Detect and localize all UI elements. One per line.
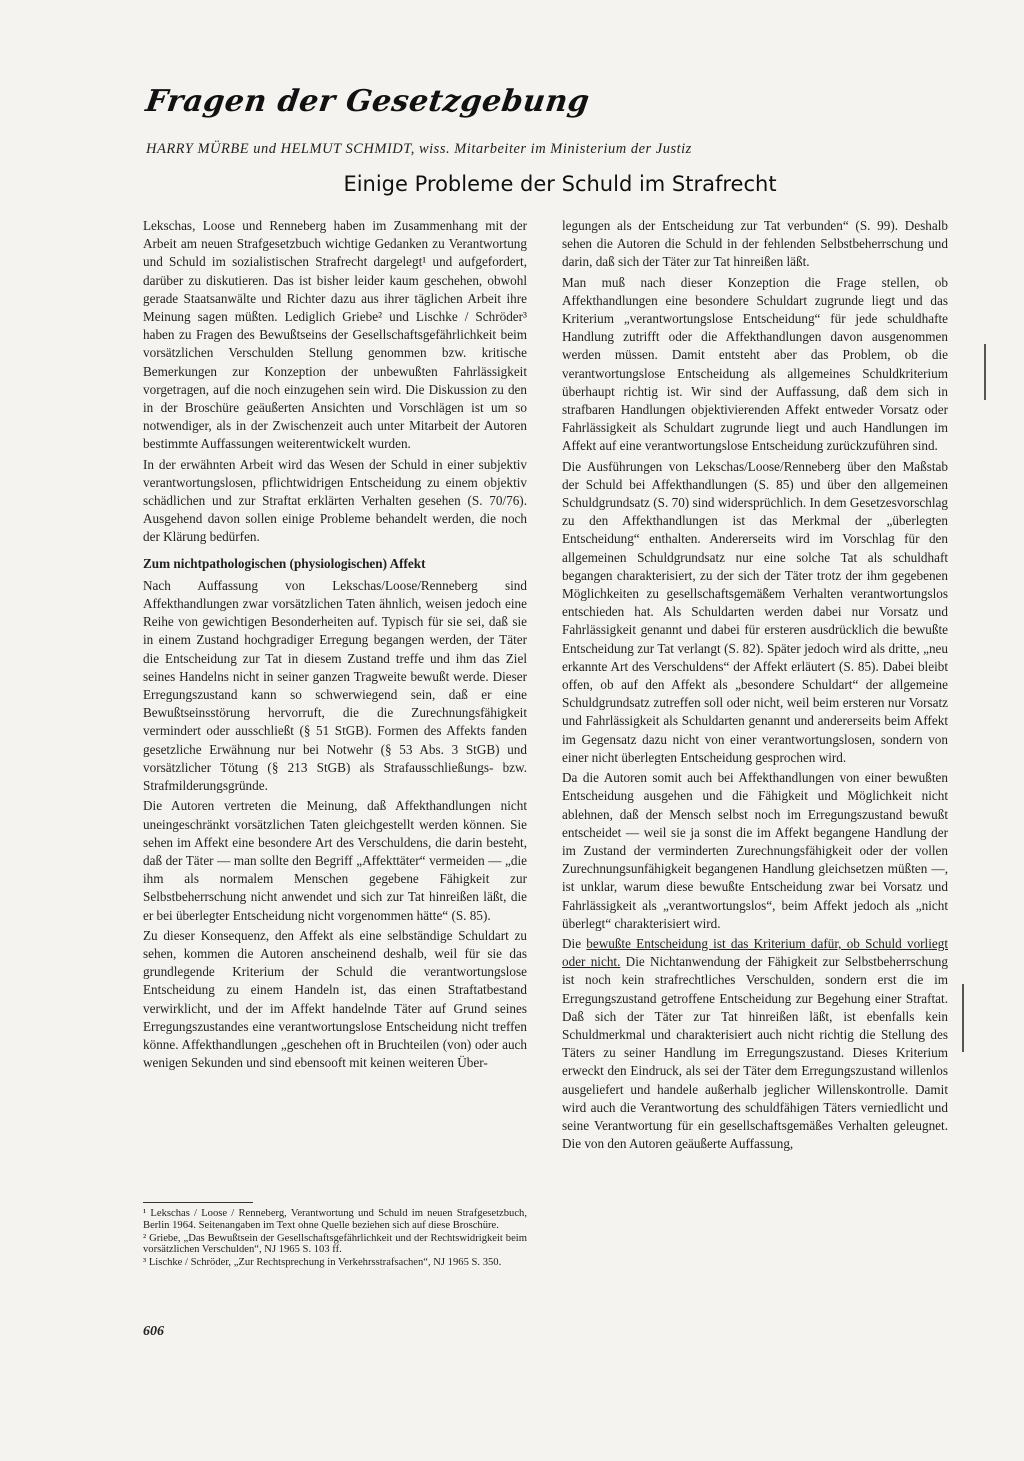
footnote: ² Griebe, „Das Bewußtsein der Gesellschaftsgefährlichkeit und der Rechtswidrigkeit beim vorsätzlichen Verschulden“, NJ 1965 S. 103 ff. — [143, 1232, 527, 1256]
paragraph: Die Autoren vertreten die Meinung, daß Affekthandlungen nicht uneingeschränkt vorsätzlichen Taten gleichgestellt werden können. Sie sehen im Affekt eine besondere Art des Verschuldens, die darin besteht, daß der Täter — man sollte den Begriff „Affekttäter“ vermeiden — „die ihm als normalem Menschen gegebene Fähigkeit zur Selbstbeherrschung nicht anwendet und sich zur Tat hinreißen läßt, die er bei überlegter Entscheidung nicht vorgenommen hätte“ (S. 85). — [143, 798, 527, 923]
margin-annotation-mark — [984, 344, 986, 400]
footnote: ³ Lischke / Schröder, „Zur Rechtsprechung in Verkehrsstrafsachen“, NJ 1965 S. 350. — [143, 1257, 502, 1269]
paragraph: legungen als der Entscheidung zur Tat verbunden“ (S. 99). Deshalb sehen die Autoren die Schuld in der fehlenden Selbstbeherrschung und darin, daß sich der Täter zur Tat hinreißen läßt. — [562, 218, 948, 270]
paragraph-rest: Die Nichtanwendung der Fähigkeit zur Selbstbeherrschung ist noch kein strafrechtliches Verschulden, sondern erst die im Erregungszustand getroffene Entscheidung zur Begehung einer Straftat. Daß sich der Täter zur Tat hinreißen läßt, ist ebenfalls kein Schuldmerkmal und charakterisiert auch nicht richtig die Stellung des Täters zu seiner Handlung im Erregungszustand. Dieses Kriterium erweckt den Eindruck, als sei der Täter dem Erregungszustand willenlos ausgeliefert und handele außerhalb jeglicher Willenskontrolle. Damit wird auch die Verantwortung des schuldfähigen Täters verniedlicht und seine Verantwortung für ein gesellschaftsgemäßes Verhalten geleugnet. Die von den Autoren geäußerte Auffassung, — [562, 954, 948, 1152]
footnote-divider — [143, 1202, 253, 1203]
paragraph: In der erwähnten Arbeit wird das Wesen der Schuld in einer subjektiv verantwortungslosen, pflichtwidrigen Entscheidung zu einem objektiv schädlichen und zur Straftat erklärten Verhalten gesehen (S. 70/76). Ausgehend davon sollen einige Probleme behandelt werden, die noch der Klärung bedürfen. — [143, 456, 527, 545]
section-title: Fragen der Gesetzgebung — [143, 84, 592, 119]
paragraph: Zu dieser Konsequenz, den Affekt als eine selbständige Schuldart zu sehen, kommen die Autoren anscheinend deshalb, weil für sie das grundlegende Kriterium der Schuld die verantwortungslose Entscheidung zu einem Handeln ist, das einen Straftatbestand verwirklicht, und der im Affekt handelnde Täter auf Grund seines Erregungszustandes eine verantwortungslose Entscheidung nicht treffen könne. Affekthandlungen „geschehen oft in Bruchteilen (von) oder auch wenigen Sekunden und sind ebensooft mit keinen weiteren Über- — [143, 927, 527, 1071]
paragraph: Lekschas, Loose und Renneberg haben im Zusammenhang mit der Arbeit am neuen Strafgesetzbuch wichtige Gedanken zu Verantwortung und Schuld im sozialistischen Strafrecht dargelegt¹ und aufgefordert, darüber zu diskutieren. Das ist bisher leider kaum geschehen, obwohl gerade Staatsanwälte und Richter dazu aus ihrer täglichen Arbeit ihre Meinung sagen müßten. Lediglich Griebe² und Lischke / Schröder³ haben zu Fragen des Bewußtseins der Gesellschaftsgefährlichkeit beim vorsätzlichen Verschulden Stellung genommen bzw. kritische Bemerkungen zur Konzeption der unbewußten Fahrlässigkeit vorgetragen, auf die noch einzugehen sein wird. Die Diskussion zu den in der Broschüre geäußerten Ansichten und Vorschlägen ist um so notwendiger, als in der Zwischenzeit auch unter Mitarbeit der Autoren bestimmte Auffassungen weiterentwickelt wurden. — [143, 218, 527, 452]
margin-annotation-mark — [962, 984, 964, 1052]
paragraph: Nach Auffassung von Lekschas/Loose/Renneberg sind Affekthandlungen zwar vorsätzlichen Taten ähnlich, weisen jedoch eine Reihe von gewichtigen Besonderheiten auf. Typisch für sie sei, daß sie in einem Zustand hochgradiger Erregung begangen werden, der Täter die Entscheidung zur Tat in diesem Zustand treffe und ihm das Ziel seines Handelns nicht in seiner ganzen Tragweite bewußt werde. Dieser Erregungszustand kann so schwerwiegend sein, daß er eine Bewußtseinsstörung hervorruft, die die Zurechnungsfähigkeit vermindert oder ausschließt (§ 51 StGB). Formen des Affekts fanden gesetzliche Erwähnung nur bei Notwehr (§ 53 Abs. 3 StGB) und vorsätzlicher Tötung (§ 213 StGB) als Strafausschließungs- bzw. Strafmilderungsgründe. — [143, 577, 527, 794]
paragraph — [562, 935, 948, 1153]
paragraph: Die Ausführungen von Lekschas/Loose/Renneberg über den Maßstab der Schuld bei Affekthandlungen (S. 85) und über den allgemeinen Schuldgrundsatz (S. 70) sind widersprüchlich. In dem Gesetzesvorschlag zu den Affekthandlungen ist das Merkmal der „überlegten Entscheidung“ enthalten. Andererseits wird im Vorschlag für den allgemeinen Schuldgrundsatz nur eine solche Tat als schuldhaft begangen charakterisiert, zu der sich der Täter trotz der ihm gegebenen Möglichkeiten zu gesellschaftsgemäßem Verhalten verantwortungslos entschieden hat. Als Schuldarten werden dabei nur Vorsatz und Fahrlässigkeit genannt und dabei für ersteren ausdrücklich die bewußte Entscheidung zur Tat verlangt (S. 82). Später jedoch wird als dritte, „neu erkannte Art des Verschuldens“ der Affekt erläutert (S. 85). Dabei bleibt offen, ob auf den Affekt als „besondere Schuldart“ der allgemeine Schuldgrundsatz zutreffen soll oder nicht, weil beim ersteren nur Vorsatz und Fahrlässigkeit als Schuldarten genannt und andererseits beim Affekt im Gegensatz dazu nicht von einer verantwortungslosen, sondern von einer nicht überlegten Entscheidung gesprochen wird. — [562, 458, 948, 765]
footnotes — [143, 1208, 527, 1270]
paragraph: Man muß nach dieser Konzeption die Frage stellen, ob Affekthandlungen eine besondere Schuldart zugrunde liegt und das Kriterium „verantwortungslose Entscheidung“ für jede schuldhafte Handlung zutrifft oder die Affekthandlungen davon ausgenommen werden müssen. Damit entsteht aber das Problem, ob die verantwortungslose Entscheidung als allgemeines Schuldkriterium überhaupt richtig ist. Wir sind der Auffassung, daß dem sich in strafbaren Handlungen objektivierenden Affekt entweder Vorsatz oder Fahrlässigkeit als Schuldart zugrunde liegt und auch Handlungen im Affekt auf eine verantwortungslose Entscheidung zurückzuführen sind. — [562, 274, 948, 454]
paragraph-prefix: Die — [562, 935, 587, 951]
page-number: 606 — [143, 1324, 164, 1339]
article-title: Einige Probleme der Schuld im Strafrecht — [343, 172, 777, 196]
subheading: Zum nichtpathologischen (physiologischen) Affekt — [143, 555, 426, 571]
footnote: ¹ Lekschas / Loose / Renneberg, Verantwortung und Schuld im neuen Strafgesetzbuch, Berlin 1964. Seitenangaben im Text ohne Quelle beziehen sich auf diese Broschüre. — [143, 1208, 527, 1231]
left-column — [143, 217, 527, 1074]
paragraph: Da die Autoren somit auch bei Affekthandlungen von einer bewußten Entscheidung ausgehen und die Fähigkeit und Möglichkeit nicht ablehnen, daß der Mensch selbst noch im Erregungszustand bewußt entscheidet — weil sie ja sonst die im Affekt begangene Handlung der im Zustand der verminderten Zurechnungsfähigkeit oder der vollen Zurechnungsunfähigkeit begangenen Handlung gleichsetzen müßten —, ist unklar, warum diese bewußte Entscheidung zwar bei Vorsatz und Fahrlässigkeit als „verantwortungslos“, beim Affekt jedoch als „nicht überlegt“ charakterisiert wird. — [562, 770, 948, 931]
underlined-text: bewußte Entscheidung ist das Kriterium dafür, ob Schuld vorliegt oder nicht. — [562, 935, 948, 970]
authors-line: HARRY MÜRBE und HELMUT SCHMIDT, wiss. Mitarbeiter im Ministerium der Justiz — [146, 141, 692, 157]
right-column — [562, 217, 948, 1155]
